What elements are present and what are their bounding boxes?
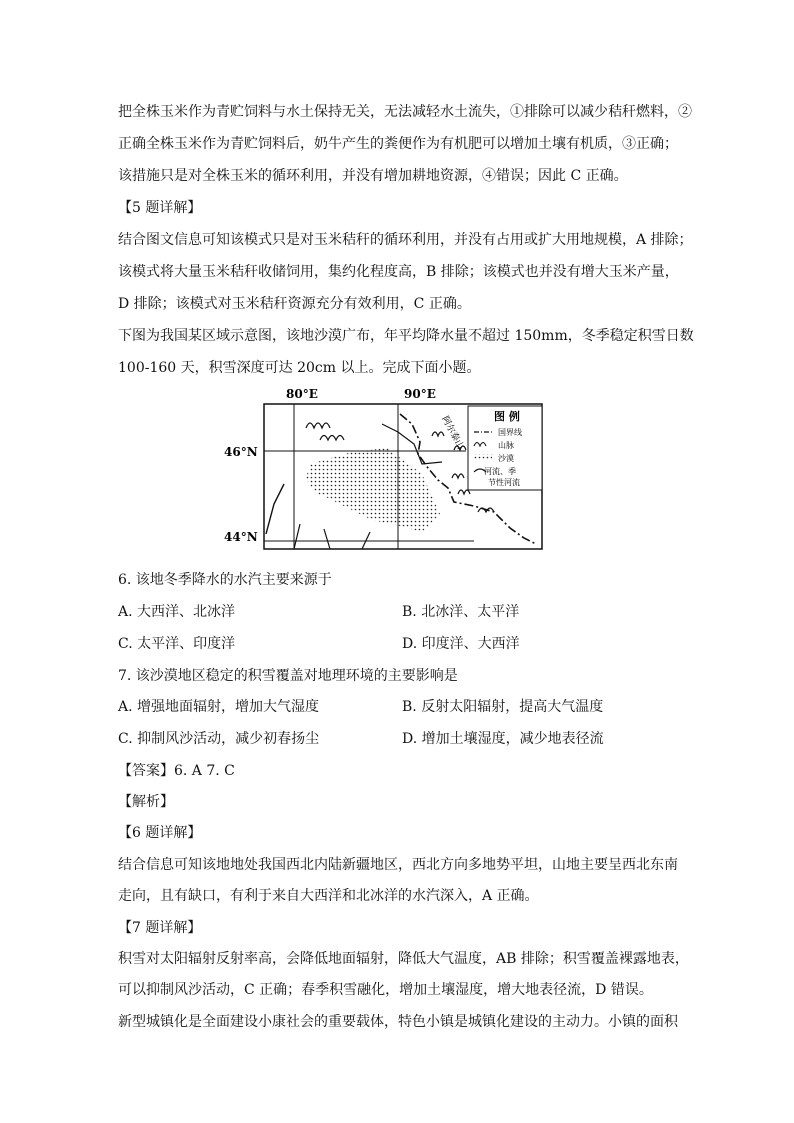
paragraph-line: 可以抑制风沙活动，C 正确；春季积雪融化，增加土壤湿度，增大地表径流，D 错误。	[118, 982, 653, 998]
section-heading-6: 【6 题详解】	[118, 825, 202, 841]
mountain-label: 阿尔泰山	[439, 414, 466, 452]
q7-option-b: B. 反射太阳辐射，提高大气温度	[402, 699, 604, 715]
section-heading-5: 【5 题详解】	[118, 200, 202, 216]
question-7-stem: 7. 该沙漠地区稳定的积雪覆盖对地理环境的主要影响是	[118, 668, 458, 684]
legend-river-label-2: 节性河流	[488, 478, 520, 487]
paragraph-line: 100-160 天，积雪深度可达 20cm 以上。完成下面小题。	[118, 360, 481, 376]
paragraph-line: 新型城镇化是全面建设小康社会的重要载体，特色小镇是城镇化建设的主动力。小镇的面积	[118, 1014, 678, 1030]
legend-border-label: 国界线	[498, 428, 522, 437]
paragraph-line: 结合图文信息可知该模式只是对玉米秸秆的循环利用，并没有占用或扩大用地规模，A 排除；	[118, 232, 693, 248]
q6-option-b: B. 北冰洋、太平洋	[402, 604, 520, 620]
desert-icon	[474, 454, 492, 460]
paragraph-line: 该措施只是对全株玉米的循环利用，并没有增加耕地资源，④错误；因此 C 正确。	[118, 168, 628, 184]
legend-title: 图 例	[494, 410, 520, 423]
q7-option-a: A. 增强地面辐射，增加大气湿度	[118, 699, 320, 715]
q6-option-d: D. 印度洋、大西洋	[402, 636, 520, 652]
q6-option-c: C. 太平洋、印度洋	[118, 636, 236, 652]
river	[324, 529, 330, 549]
q7-option-c: C. 抑制风沙活动，减少初春扬尘	[118, 731, 320, 747]
paragraph-line: 该模式将大量玉米秸秆收储饲用，集约化程度高，B 排除；该模式也并没有增大玉米产量，	[118, 264, 679, 280]
paragraph-line: D 排除；该模式对玉米秸秆资源充分有效利用，C 正确。	[118, 296, 471, 312]
region-map	[222, 384, 552, 554]
river	[266, 484, 284, 534]
legend-river-label-1: 河流、季	[484, 467, 516, 476]
section-heading-7: 【7 题详解】	[118, 920, 202, 936]
paragraph-line: 下图为我国某区域示意图，该地沙漠广布，年平均降水量不超过 150mm，冬季稳定积雪日数	[118, 328, 694, 344]
question-6-stem: 6. 该地冬季降水的水汽主要来源于	[118, 572, 332, 588]
lat-46-label: 46°N	[224, 445, 258, 459]
paragraph-line: 正确全株玉米作为青贮饲料后，奶牛产生的粪便作为有机肥可以增加土壤有机质，③正确；	[118, 136, 678, 152]
q6-option-a: A. 大西洋、北冰洋	[118, 604, 236, 620]
paragraph-line: 把全株玉米作为青贮饲料与水土保持无关，无法减轻水土流失，①排除可以减少秸秆燃料，②	[118, 104, 692, 120]
legend-desert-label: 沙漠	[498, 454, 514, 463]
paragraph-line: 积雪对太阳辐射反射率高，会降低地面辐射，降低大气温度，AB 排除；积雪覆盖裸露地表，	[118, 951, 689, 967]
paragraph-line: 结合信息可知该地地处我国西北内陆新疆地区，西北方向多地势平坦，山地主要呈西北东南	[118, 857, 678, 873]
desert-area	[306, 448, 440, 532]
river	[294, 524, 300, 549]
analysis-heading: 【解析】	[118, 794, 174, 810]
legend-mountain-label: 山脉	[498, 441, 514, 450]
paragraph-line: 走向，且有缺口，有利于来自大西洋和北冰洋的水汽深入，A 正确。	[118, 888, 539, 904]
lat-44-label: 44°N	[224, 530, 258, 544]
answer-line: 【答案】6. A 7. C	[118, 763, 235, 779]
lon-90-label: 90°E	[404, 387, 436, 401]
lon-80-label: 80°E	[286, 387, 318, 401]
q7-option-d: D. 增加土壤湿度，减少地表径流	[402, 731, 604, 747]
